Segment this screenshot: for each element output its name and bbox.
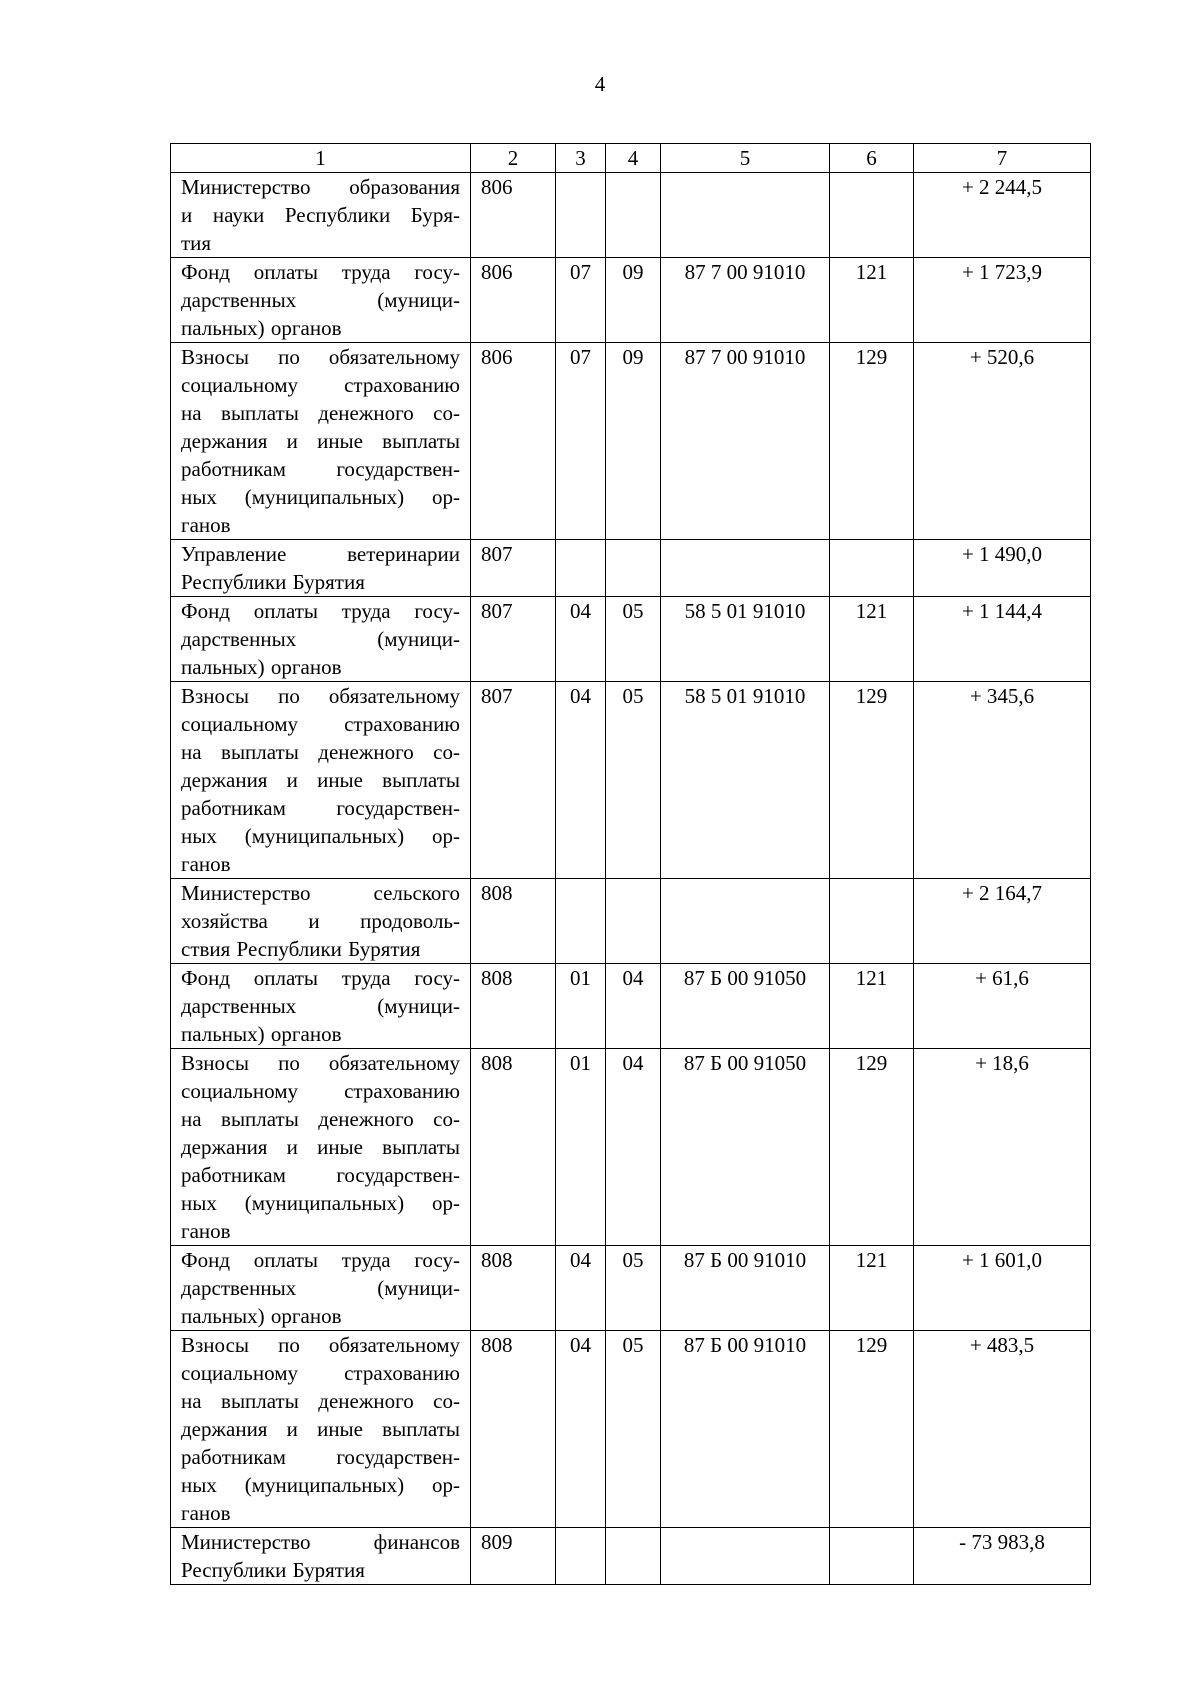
row-section-cell: 04 [556,682,606,879]
budget-table [170,143,1091,1585]
row-name-line: на выплаты денежного со- [181,740,460,764]
table-row [171,343,1091,540]
row-target-article-cell [661,1528,830,1585]
row-name-line: Управление ветеринарии [181,542,460,566]
row-code-cell: 806 [471,343,556,540]
row-expense-type-cell [830,879,914,964]
row-amount-cell: + 61,6 [914,964,1091,1049]
row-name-cell [171,173,471,258]
row-target-article-cell [661,540,830,597]
row-name-line: ганов [181,513,231,537]
row-amount-cell: + 483,5 [914,1331,1091,1528]
row-name-line: дарственных (муници- [181,994,460,1018]
row-name-line: пальных) органов [181,1022,342,1046]
row-name-line: Фонд оплаты труда госу- [181,1248,460,1272]
row-amount-cell: + 345,6 [914,682,1091,879]
row-name-line: ганов [181,852,231,876]
row-subsection-cell: 09 [606,343,661,540]
row-subsection-cell: 04 [606,1049,661,1246]
table-row [171,964,1091,1049]
row-amount-cell: + 18,6 [914,1049,1091,1246]
header-cell: 4 [606,144,661,173]
row-name-line: тия [181,231,212,255]
row-amount-cell: - 73 983,8 [914,1528,1091,1585]
page-number: 4 [594,72,606,96]
table-row [171,1246,1091,1331]
row-name-line: Фонд оплаты труда госу- [181,966,460,990]
row-amount-cell: + 2 244,5 [914,173,1091,258]
row-expense-type-cell [830,1528,914,1585]
row-name-line: ганов [181,1219,231,1243]
row-expense-type-cell: 121 [830,1246,914,1331]
row-name-line: хозяйства и продоволь- [181,909,460,933]
row-expense-type-cell [830,540,914,597]
row-name-cell [171,879,471,964]
header-cell: 3 [556,144,606,173]
row-code-cell: 808 [471,1331,556,1528]
row-name-line: на выплаты денежного со- [181,1389,460,1413]
row-expense-type-cell: 121 [830,597,914,682]
row-subsection-cell: 09 [606,258,661,343]
row-name-cell [171,1049,471,1246]
row-target-article-cell: 87 Б 00 91010 [661,1331,830,1528]
row-name-line: социальному страхованию [181,1079,460,1103]
row-section-cell: 04 [556,597,606,682]
row-name-line: пальных) органов [181,655,342,679]
row-name-line: дарственных (муници- [181,1276,460,1300]
row-name-line: Министерство сельского [181,881,460,905]
row-expense-type-cell [830,173,914,258]
row-expense-type-cell: 121 [830,258,914,343]
row-name-line: ных (муниципальных) ор- [181,824,460,848]
table-row [171,540,1091,597]
row-name-line: дарственных (муници- [181,627,460,651]
row-name-line: держания и иные выплаты [181,1417,460,1441]
row-target-article-cell: 58 5 01 91010 [661,682,830,879]
row-name-line: работникам государствен- [181,1445,460,1469]
row-name-cell [171,597,471,682]
row-name-line: Взносы по обязательному [181,684,460,708]
row-name-line: социальному страхованию [181,712,460,736]
row-name-line: ных (муниципальных) ор- [181,1191,460,1215]
row-expense-type-cell: 129 [830,682,914,879]
row-amount-cell: + 1 490,0 [914,540,1091,597]
row-expense-type-cell: 129 [830,1331,914,1528]
row-name-line: Фонд оплаты труда госу- [181,599,460,623]
row-subsection-cell: 05 [606,682,661,879]
row-code-cell: 807 [471,682,556,879]
row-subsection-cell: 05 [606,1246,661,1331]
row-name-cell [171,964,471,1049]
row-name-line: держания и иные выплаты [181,1135,460,1159]
row-amount-cell: + 2 164,7 [914,879,1091,964]
row-section-cell: 01 [556,1049,606,1246]
row-name-line: Министерство образования [181,175,460,199]
row-name-cell [171,540,471,597]
row-section-cell: 01 [556,964,606,1049]
header-cell: 7 [914,144,1091,173]
row-name-line: ганов [181,1501,231,1525]
row-amount-cell: + 520,6 [914,343,1091,540]
row-section-cell: 07 [556,258,606,343]
row-name-line: работникам государствен- [181,457,460,481]
row-subsection-cell: 05 [606,597,661,682]
table-row [171,1049,1091,1246]
row-expense-type-cell: 129 [830,343,914,540]
row-code-cell: 809 [471,1528,556,1585]
header-cell: 1 [171,144,471,173]
row-name-line: на выплаты денежного со- [181,1107,460,1131]
row-subsection-cell [606,540,661,597]
row-code-cell: 807 [471,597,556,682]
row-code-cell: 806 [471,258,556,343]
row-name-line: Министерство финансов [181,1530,460,1554]
table-row [171,879,1091,964]
row-name-cell [171,343,471,540]
row-section-cell [556,540,606,597]
row-section-cell [556,879,606,964]
row-name-line: Взносы по обязательному [181,1051,460,1075]
table-row [171,1528,1091,1585]
row-name-line: держания и иные выплаты [181,429,460,453]
row-name-cell [171,1246,471,1331]
row-subsection-cell: 05 [606,1331,661,1528]
row-name-line: на выплаты денежного со- [181,401,460,425]
row-section-cell [556,1528,606,1585]
row-name-line: социальному страхованию [181,373,460,397]
row-name-cell [171,258,471,343]
row-name-line: социальному страхованию [181,1361,460,1385]
row-section-cell: 07 [556,343,606,540]
row-expense-type-cell: 129 [830,1049,914,1246]
row-target-article-cell: 87 Б 00 91050 [661,1049,830,1246]
row-subsection-cell [606,1528,661,1585]
row-name-line: Взносы по обязательному [181,345,460,369]
header-cell: 6 [830,144,914,173]
row-target-article-cell: 87 Б 00 91010 [661,1246,830,1331]
row-code-cell: 808 [471,1246,556,1331]
row-name-line: Республики Бурятия [181,1558,365,1582]
row-name-line: работникам государствен- [181,796,460,820]
row-name-line: держания и иные выплаты [181,768,460,792]
row-name-line: дарственных (муници- [181,288,460,312]
table-row [171,682,1091,879]
table-row [171,597,1091,682]
table-row [171,173,1091,258]
header-cell: 5 [661,144,830,173]
row-name-line: и науки Республики Буря- [181,203,460,227]
row-name-line: работникам государствен- [181,1163,460,1187]
row-name-cell [171,1331,471,1528]
row-code-cell: 806 [471,173,556,258]
table-row [171,1331,1091,1528]
row-code-cell: 808 [471,964,556,1049]
row-subsection-cell [606,879,661,964]
row-target-article-cell [661,879,830,964]
row-section-cell: 04 [556,1246,606,1331]
row-name-line: Взносы по обязательному [181,1333,460,1357]
header-cell: 2 [471,144,556,173]
row-name-cell [171,1528,471,1585]
row-target-article-cell: 87 Б 00 91050 [661,964,830,1049]
table-header-row [171,144,1091,173]
row-subsection-cell: 04 [606,964,661,1049]
row-target-article-cell [661,173,830,258]
row-amount-cell: + 1 144,4 [914,597,1091,682]
row-expense-type-cell: 121 [830,964,914,1049]
row-code-cell: 807 [471,540,556,597]
table-row [171,258,1091,343]
row-subsection-cell [606,173,661,258]
row-name-line: ных (муниципальных) ор- [181,485,460,509]
row-name-line: Республики Бурятия [181,570,365,594]
row-target-article-cell: 58 5 01 91010 [661,597,830,682]
row-name-line: ных (муниципальных) ор- [181,1473,460,1497]
row-name-line: Фонд оплаты труда госу- [181,260,460,284]
row-code-cell: 808 [471,879,556,964]
row-section-cell [556,173,606,258]
row-amount-cell: + 1 601,0 [914,1246,1091,1331]
row-name-cell [171,682,471,879]
row-section-cell: 04 [556,1331,606,1528]
row-name-line: пальных) органов [181,1304,342,1328]
row-amount-cell: + 1 723,9 [914,258,1091,343]
row-target-article-cell: 87 7 00 91010 [661,343,830,540]
row-name-line: пальных) органов [181,316,342,340]
row-code-cell: 808 [471,1049,556,1246]
row-name-line: ствия Республики Бурятия [181,937,421,961]
row-target-article-cell: 87 7 00 91010 [661,258,830,343]
